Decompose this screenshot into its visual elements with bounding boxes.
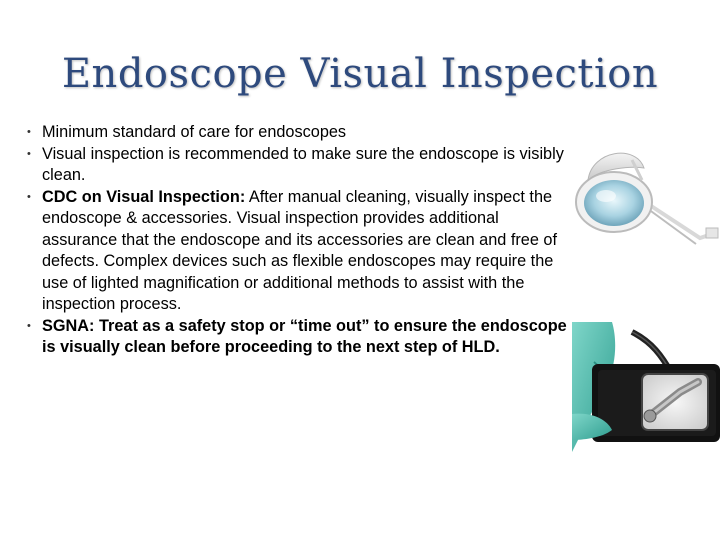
bullet-item	[22, 144, 570, 187]
bullet-item	[22, 187, 570, 316]
bullet-item	[22, 122, 570, 144]
bullet-text: Visual inspection is recommended to make sure the endoscope is visibly clean.	[42, 144, 564, 184]
bullet-list	[22, 122, 570, 359]
magnifying-lamp-image	[572, 140, 720, 260]
bullet-text: After manual cleaning, visually inspect the endoscope & accessories. Visual inspection provides additional assurance that the endoscope and its accessories are clean and free of defects. Complex devices such as flexible endoscopes may require the use of lighted magnification or additional methods to assist with the inspection process.	[42, 187, 557, 313]
bullet-text-bold: SGNA: Treat as a safety stop or “time out” to ensure the endoscope is visually clean before proceeding to the next step of HLD.	[42, 316, 567, 356]
bullet-lead: CDC on Visual Inspection:	[42, 187, 246, 206]
bullet-icon: •	[27, 126, 31, 138]
bullet-icon: •	[27, 319, 31, 332]
bullet-icon: •	[27, 147, 31, 160]
bullet-text: Minimum standard of care for endoscopes	[42, 123, 347, 141]
gloved-hand-magnifier-image	[572, 322, 720, 464]
bullet-icon: •	[27, 190, 31, 203]
slide-title: Endoscope Visual Inspection	[61, 51, 659, 97]
bullet-item	[22, 316, 570, 359]
